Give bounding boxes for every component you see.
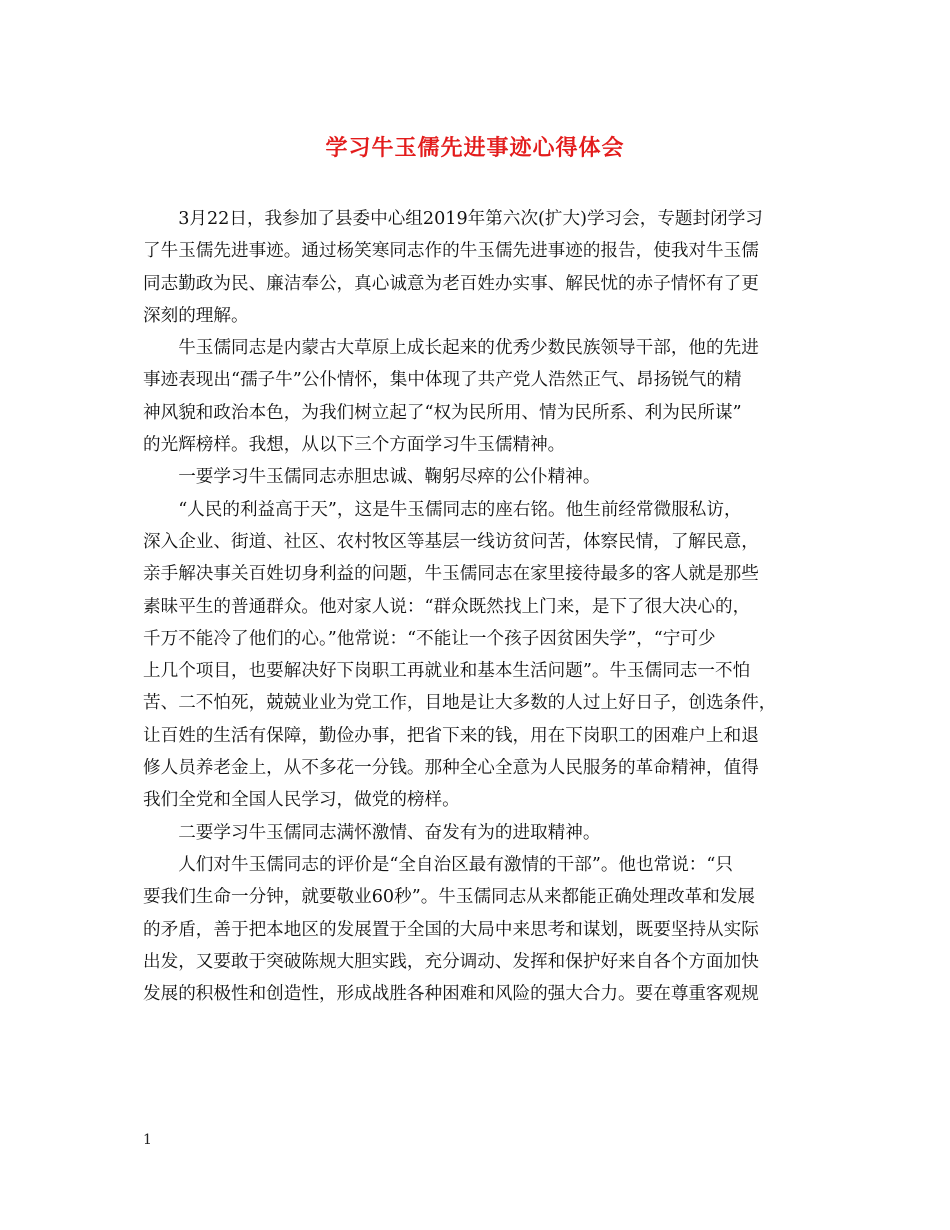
paragraph-line: 出发，又要敢于突破陈规大胆实践，充分调动、发挥和保护好来自各个方面加快	[143, 951, 759, 972]
paragraph-line: 深入企业、街道、社区、农村牧区等基层一线访贫问苦，体察民情，了解民意，	[143, 531, 759, 552]
paragraph-line: 人们对牛玉儒同志的评价是“全自治区最有激情的干部”。他也常说：“只	[178, 854, 733, 875]
paragraph-line: 苦、二不怕死，兢兢业业为党工作，目地是让大多数的人过上好日子，创选条件，	[143, 693, 777, 714]
paragraph-line: 要我们生命一分钟，就要敬业60秒”。牛玉儒同志从来都能正确处理改革和发展	[143, 887, 755, 908]
paragraph-line: 上几个项目，也要解决好下岗职工再就业和基本生活问题”。牛玉儒同志一不怕	[143, 661, 751, 682]
document-body	[143, 203, 815, 1010]
paragraph-line: 修人员养老金上，从不多花一分钱。那种全心全意为人民服务的革命精神，值得	[143, 758, 759, 779]
paragraph-line: 同志勤政为民、廉洁奉公，真心诚意为老百姓办实事、解民忧的赤子情怀有了更	[143, 273, 759, 294]
paragraph-line: 亲手解决事关百姓切身利益的问题，牛玉儒同志在家里接待最多的客人就是那些	[143, 564, 759, 585]
page-number: 1	[143, 1132, 152, 1148]
paragraph	[143, 332, 815, 461]
paragraph-line: 发展的积极性和创造性，形成战胜各种困难和风险的强大合力。要在尊重客观规	[143, 984, 759, 1005]
paragraph-line: 的矛盾，善于把本地区的发展置于全国的大局中来思考和谋划，既要坚持从实际	[143, 919, 759, 940]
paragraph	[143, 203, 815, 332]
document-title: 学习牛玉儒先进事迹心得体会	[325, 135, 625, 161]
paragraph	[143, 494, 815, 817]
paragraph	[143, 461, 815, 493]
paragraph-line: 牛玉儒同志是内蒙古大草原上成长起来的优秀少数民族领导干部，他的先进	[178, 338, 759, 359]
paragraph-line: 让百姓的生活有保障，勤俭办事，把省下来的钱，用在下岗职工的困难户上和退	[143, 725, 759, 746]
paragraph-line: “人民的利益高于天”，这是牛玉儒同志的座右铭。他生前经常微服私访，	[178, 499, 742, 520]
paragraph-line: 千万不能冷了他们的心。”他常说：“不能让一个孩子因贫困失学”，“宁可少	[143, 628, 716, 649]
paragraph-line: 一要学习牛玉儒同志赤胆忠诚、鞠躬尽瘁的公仆精神。	[178, 467, 601, 488]
paragraph-line: 神风貌和政治本色，为我们树立起了“权为民所用、情为民所系、利为民所谋”	[143, 402, 742, 423]
paragraph	[143, 849, 815, 1010]
paragraph-line: 3月22日，我参加了县委中心组2019年第六次(扩大)学习会，专题封闭学习	[178, 209, 763, 229]
paragraph-line: 二要学习牛玉儒同志满怀激情、奋发有为的进取精神。	[178, 822, 601, 843]
paragraph-line: 了牛玉儒先进事迹。通过杨笑寒同志作的牛玉儒先进事迹的报告，使我对牛玉儒	[143, 241, 759, 262]
paragraph	[143, 817, 815, 849]
paragraph-line: 事迹表现出“孺子牛”公仆情怀，集中体现了共产党人浩然正气、昂扬锐气的精	[143, 370, 742, 391]
paragraph-line: 的光辉榜样。我想，从以下三个方面学习牛玉儒精神。	[143, 435, 566, 456]
paragraph-line: 素昧平生的普通群众。他对家人说：“群众既然找上门来，是下了很大决心的，	[143, 596, 751, 617]
paragraph-line: 深刻的理解。	[143, 305, 249, 326]
paragraph-line: 我们全党和全国人民学习，做党的榜样。	[143, 790, 460, 811]
